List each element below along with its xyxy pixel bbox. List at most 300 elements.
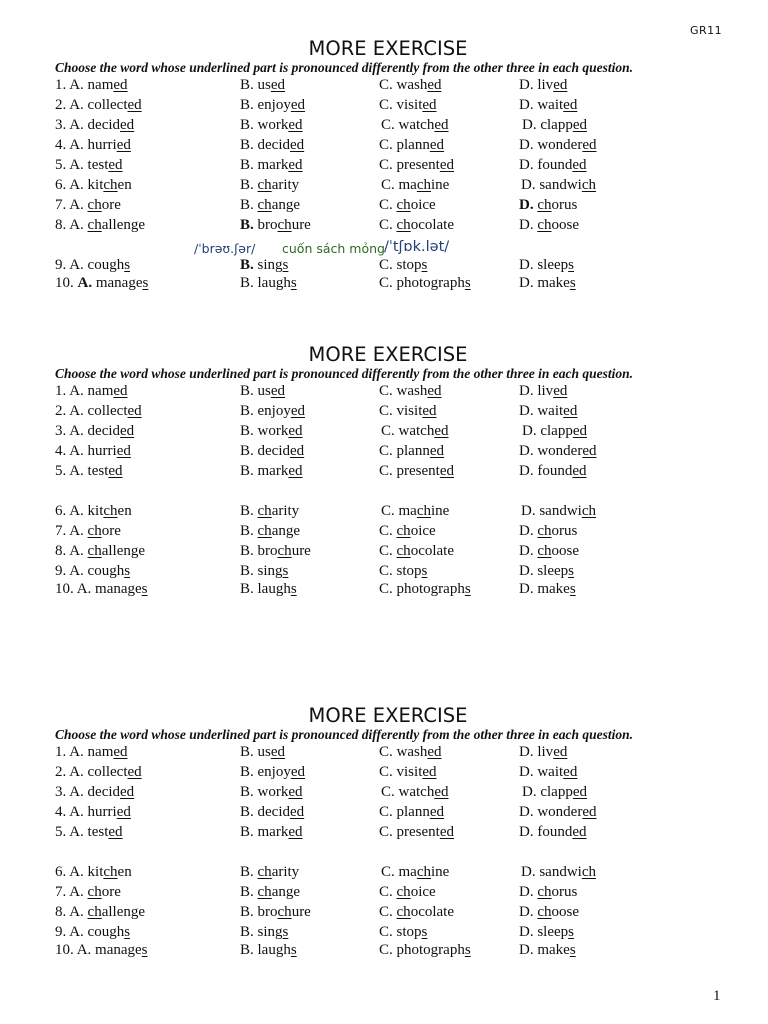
option-word bbox=[397, 581, 471, 597]
option-word bbox=[258, 824, 303, 840]
option-letter: C. bbox=[379, 804, 393, 820]
option-word bbox=[258, 744, 286, 760]
option-letter: B. bbox=[240, 423, 254, 439]
option-word bbox=[397, 403, 437, 419]
option-word bbox=[88, 77, 128, 93]
answer-option-d bbox=[519, 924, 574, 941]
underlined-part: ed bbox=[288, 463, 303, 479]
underlined-part: s bbox=[124, 924, 131, 940]
answer-option-b bbox=[240, 523, 300, 540]
underlined-part: ed bbox=[427, 744, 442, 760]
question-number: 4. bbox=[55, 137, 67, 153]
option-word bbox=[258, 904, 311, 920]
option-word bbox=[397, 804, 445, 820]
option-letter: C. bbox=[379, 884, 393, 900]
answer-option-c bbox=[379, 463, 454, 480]
underlined-part: ch bbox=[396, 904, 411, 920]
word-prefix: visit bbox=[396, 403, 423, 419]
option-word bbox=[258, 403, 306, 419]
option-letter: A. bbox=[69, 383, 84, 399]
answer-option-a bbox=[55, 97, 142, 114]
option-word bbox=[258, 924, 289, 940]
underlined-part: ed bbox=[288, 423, 303, 439]
option-word bbox=[88, 423, 135, 439]
option-letter: D. bbox=[519, 217, 534, 233]
question-number: 5. bbox=[55, 157, 67, 173]
word-suffix: ange bbox=[271, 197, 301, 213]
answer-option-a bbox=[55, 924, 130, 941]
underlined-part: ed bbox=[553, 744, 568, 760]
option-word bbox=[88, 257, 131, 273]
answer-option-c bbox=[379, 563, 427, 580]
underlined-part: ch bbox=[537, 523, 552, 539]
underlined-part: ch bbox=[416, 864, 432, 880]
word-prefix: present bbox=[396, 463, 440, 479]
word-suffix: ore bbox=[101, 197, 121, 213]
underlined-part: ed bbox=[108, 157, 123, 173]
underlined-part: ed bbox=[439, 463, 455, 479]
underlined-part: ch bbox=[257, 197, 272, 213]
underlined-part: s bbox=[282, 257, 289, 273]
answer-option-b bbox=[240, 503, 299, 520]
answer-option-a bbox=[55, 523, 121, 540]
word-suffix: oose bbox=[551, 904, 580, 920]
word-suffix: ure bbox=[291, 217, 311, 233]
underlined-part: ed bbox=[288, 784, 303, 800]
option-letter: D. bbox=[519, 744, 534, 760]
option-letter: D. bbox=[519, 137, 534, 153]
answer-option-c bbox=[379, 904, 454, 921]
option-word bbox=[258, 217, 311, 233]
word-prefix: kit bbox=[87, 864, 104, 880]
underlined-part: ed bbox=[127, 403, 142, 419]
question-number: 7. bbox=[55, 197, 67, 213]
underlined-part: s bbox=[421, 563, 428, 579]
option-word bbox=[397, 275, 471, 291]
underlined-part: ed bbox=[422, 764, 437, 780]
option-word bbox=[397, 257, 428, 273]
word-suffix: ocolate bbox=[410, 543, 454, 559]
option-word bbox=[397, 543, 454, 559]
answer-option-c bbox=[379, 137, 444, 154]
underlined-part: ed bbox=[422, 97, 437, 113]
option-letter: C. bbox=[379, 275, 393, 291]
option-letter: A. bbox=[69, 117, 84, 133]
option-word bbox=[88, 744, 128, 760]
underlined-part: ed bbox=[127, 764, 142, 780]
option-word bbox=[537, 764, 577, 780]
question-number: 3. bbox=[55, 117, 67, 133]
word-prefix: test bbox=[87, 157, 109, 173]
word-prefix: wonder bbox=[537, 137, 583, 153]
answer-option-c bbox=[379, 275, 471, 292]
word-suffix: oice bbox=[410, 884, 436, 900]
word-prefix: sleep bbox=[537, 924, 569, 940]
option-letter: A. bbox=[69, 137, 84, 153]
word-prefix: found bbox=[537, 463, 573, 479]
option-word bbox=[397, 157, 455, 173]
option-letter: B. bbox=[240, 563, 254, 579]
word-prefix: make bbox=[537, 275, 570, 291]
option-letter: D. bbox=[519, 443, 534, 459]
option-word bbox=[88, 503, 132, 519]
answer-option-b bbox=[240, 443, 304, 460]
option-letter: A. bbox=[69, 824, 84, 840]
answer-option-a bbox=[55, 275, 148, 292]
underlined-part: ch bbox=[537, 197, 552, 213]
option-word bbox=[397, 884, 436, 900]
underlined-part: ed bbox=[439, 824, 455, 840]
answer-option-c bbox=[379, 543, 454, 560]
option-word bbox=[397, 824, 455, 840]
word-prefix: manage bbox=[95, 581, 142, 597]
question-number: 3. bbox=[55, 784, 67, 800]
option-word bbox=[537, 275, 575, 291]
answer-option-b bbox=[240, 784, 303, 801]
option-letter: D. bbox=[521, 503, 536, 519]
question-row bbox=[0, 581, 768, 599]
answer-option-c bbox=[379, 924, 427, 941]
answer-option-b bbox=[240, 117, 303, 134]
answer-option-d bbox=[519, 97, 577, 114]
word-prefix: cough bbox=[87, 257, 125, 273]
option-word bbox=[537, 904, 579, 920]
option-letter: B. bbox=[240, 804, 254, 820]
answer-option-a bbox=[55, 744, 128, 761]
underlined-part: s bbox=[290, 275, 297, 291]
question-row bbox=[0, 764, 768, 782]
option-word bbox=[399, 503, 450, 519]
word-suffix: oice bbox=[410, 523, 436, 539]
question-row bbox=[0, 383, 768, 401]
option-word bbox=[540, 784, 587, 800]
option-word bbox=[399, 423, 449, 439]
answer-option-c bbox=[379, 77, 442, 94]
option-word bbox=[537, 97, 577, 113]
answer-option-c bbox=[379, 157, 454, 174]
option-letter: C. bbox=[379, 97, 393, 113]
word-prefix: wonder bbox=[537, 804, 583, 820]
answer-option-d bbox=[519, 157, 587, 174]
question-row bbox=[0, 804, 768, 822]
option-word bbox=[88, 784, 135, 800]
underlined-part: ed bbox=[113, 744, 128, 760]
option-word bbox=[88, 403, 142, 419]
answer-option-b bbox=[240, 423, 303, 440]
option-letter: C. bbox=[379, 942, 393, 958]
answer-option-d bbox=[519, 77, 567, 94]
option-word bbox=[537, 744, 567, 760]
word-prefix: manage bbox=[95, 942, 142, 958]
word-suffix: allenge bbox=[101, 904, 146, 920]
underlined-part: s bbox=[141, 942, 148, 958]
underlined-part: ed bbox=[116, 804, 131, 820]
word-prefix: watch bbox=[398, 784, 435, 800]
underlined-part: ch bbox=[396, 884, 411, 900]
underlined-part: ed bbox=[290, 403, 306, 419]
question-row bbox=[0, 503, 768, 521]
option-word bbox=[96, 275, 148, 291]
option-letter: C. bbox=[381, 784, 395, 800]
option-letter: A. bbox=[69, 884, 84, 900]
option-letter: A. bbox=[69, 423, 84, 439]
question-number: 1. bbox=[55, 383, 67, 399]
word-prefix: hurri bbox=[87, 443, 117, 459]
option-letter: D. bbox=[519, 463, 534, 479]
question-row bbox=[0, 824, 768, 842]
question-number: 10. bbox=[55, 275, 74, 291]
underlined-part: ed bbox=[553, 77, 568, 93]
answer-option-d bbox=[519, 884, 577, 901]
answer-option-c bbox=[379, 744, 442, 761]
word-prefix: bro bbox=[257, 904, 278, 920]
answer-option-c bbox=[379, 942, 471, 959]
answer-option-d bbox=[522, 117, 587, 134]
answer-option-c bbox=[379, 764, 437, 781]
word-prefix: found bbox=[537, 824, 573, 840]
ipa-annotation-brochure: /ˈbrəʊ.ʃər/ bbox=[194, 241, 256, 256]
underlined-part: ed bbox=[127, 97, 142, 113]
option-word bbox=[537, 403, 577, 419]
option-word bbox=[258, 804, 305, 820]
word-suffix: ine bbox=[431, 503, 450, 519]
answer-option-a bbox=[55, 177, 132, 194]
question-number: 5. bbox=[55, 824, 67, 840]
underlined-part: ed bbox=[270, 383, 286, 399]
option-letter: A. bbox=[69, 157, 84, 173]
underlined-part: ch bbox=[537, 884, 552, 900]
question-row bbox=[0, 543, 768, 561]
option-letter: A. bbox=[69, 403, 84, 419]
word-prefix: us bbox=[257, 744, 271, 760]
question-row bbox=[0, 884, 768, 902]
answer-option-d bbox=[519, 764, 577, 781]
translation-annotation-brochure: cuốn sách mỏng bbox=[282, 241, 385, 256]
option-letter: C. bbox=[379, 137, 393, 153]
question-row bbox=[0, 177, 768, 195]
word-prefix: wash bbox=[396, 744, 428, 760]
word-suffix: orus bbox=[551, 197, 578, 213]
answer-option-b bbox=[240, 904, 311, 921]
option-letter: B. bbox=[240, 463, 254, 479]
underlined-part: ed bbox=[288, 117, 303, 133]
underlined-part: ch bbox=[537, 217, 552, 233]
word-prefix: plann bbox=[396, 443, 430, 459]
option-word bbox=[258, 463, 303, 479]
answer-option-d bbox=[519, 403, 577, 420]
answer-option-d bbox=[519, 563, 574, 580]
word-prefix: stop bbox=[396, 257, 422, 273]
option-letter: B. bbox=[240, 177, 254, 193]
question-number: 7. bbox=[55, 884, 67, 900]
answer-option-d bbox=[519, 443, 597, 460]
underlined-part: s bbox=[141, 581, 148, 597]
option-letter: D. bbox=[519, 97, 534, 113]
answer-option-c bbox=[379, 824, 454, 841]
option-letter: C. bbox=[381, 177, 395, 193]
option-letter: C. bbox=[379, 523, 393, 539]
underlined-part: ed bbox=[116, 137, 131, 153]
underlined-part: ed bbox=[288, 157, 303, 173]
word-prefix: laugh bbox=[257, 942, 291, 958]
question-number: 6. bbox=[55, 864, 67, 880]
word-prefix: visit bbox=[396, 764, 423, 780]
option-letter: A. bbox=[69, 864, 84, 880]
word-prefix: decid bbox=[257, 804, 290, 820]
option-letter: C. bbox=[379, 77, 393, 93]
option-letter: D. bbox=[521, 864, 536, 880]
option-letter: B. bbox=[240, 383, 254, 399]
word-prefix: ma bbox=[398, 864, 417, 880]
question-row bbox=[0, 443, 768, 461]
option-letter: D. bbox=[522, 423, 537, 439]
word-prefix: test bbox=[87, 463, 109, 479]
word-suffix: oose bbox=[551, 543, 580, 559]
question-number: 9. bbox=[55, 563, 67, 579]
option-word bbox=[88, 137, 131, 153]
word-prefix: nam bbox=[87, 383, 114, 399]
underlined-part: ed bbox=[439, 157, 455, 173]
answer-option-b bbox=[240, 197, 300, 214]
word-prefix: mark bbox=[257, 157, 289, 173]
word-prefix: cough bbox=[87, 563, 125, 579]
answer-option-d bbox=[521, 864, 596, 881]
option-letter: C. bbox=[379, 463, 393, 479]
underlined-part: ch bbox=[416, 177, 432, 193]
option-letter: D. bbox=[519, 157, 534, 173]
word-prefix: decid bbox=[87, 784, 121, 800]
option-letter: C. bbox=[379, 543, 393, 559]
option-word bbox=[88, 383, 128, 399]
option-word bbox=[537, 924, 574, 940]
word-suffix: arity bbox=[271, 177, 300, 193]
answer-option-d bbox=[519, 257, 574, 274]
word-prefix: clapp bbox=[540, 423, 573, 439]
option-word bbox=[540, 423, 587, 439]
word-prefix: wonder bbox=[537, 443, 583, 459]
option-letter: B. bbox=[240, 503, 254, 519]
option-letter: C. bbox=[379, 217, 393, 233]
question-row bbox=[0, 257, 768, 275]
question-number: 8. bbox=[55, 543, 67, 559]
question-row bbox=[0, 924, 768, 942]
ipa-annotation-chocolate: /ˈtʃɒk.lət/ bbox=[384, 239, 450, 255]
word-prefix: wash bbox=[396, 77, 428, 93]
option-word bbox=[88, 824, 123, 840]
word-suffix: ure bbox=[291, 904, 311, 920]
underlined-part: ed bbox=[290, 443, 305, 459]
option-word bbox=[539, 864, 596, 880]
question-number: 9. bbox=[55, 924, 67, 940]
answer-option-a bbox=[55, 77, 128, 94]
answer-option-d bbox=[521, 503, 596, 520]
word-prefix: bro bbox=[257, 543, 278, 559]
answer-option-d bbox=[519, 523, 577, 540]
word-suffix: oice bbox=[410, 197, 436, 213]
word-prefix: plann bbox=[396, 137, 430, 153]
answer-option-b bbox=[240, 744, 285, 761]
answer-option-a bbox=[55, 157, 123, 174]
word-prefix: decid bbox=[257, 137, 290, 153]
option-letter: A. bbox=[69, 197, 84, 213]
option-word bbox=[397, 904, 454, 920]
question-number: 2. bbox=[55, 403, 67, 419]
option-word bbox=[539, 503, 596, 519]
answer-option-c bbox=[379, 581, 471, 598]
option-word bbox=[397, 463, 455, 479]
word-prefix: photograph bbox=[396, 581, 465, 597]
option-word bbox=[539, 177, 596, 193]
underlined-part: ch bbox=[87, 197, 102, 213]
option-word bbox=[258, 197, 301, 213]
answer-option-a bbox=[55, 443, 131, 460]
question-number: 4. bbox=[55, 804, 67, 820]
option-word bbox=[537, 197, 577, 213]
word-prefix: wait bbox=[537, 97, 564, 113]
option-letter: B. bbox=[240, 924, 254, 940]
answer-option-d bbox=[519, 824, 587, 841]
underlined-part: s bbox=[464, 581, 471, 597]
option-word bbox=[399, 864, 450, 880]
answer-option-b bbox=[240, 217, 311, 234]
underlined-part: ch bbox=[581, 503, 597, 519]
word-suffix: ore bbox=[101, 884, 121, 900]
option-letter: A. bbox=[69, 523, 84, 539]
question-number: 10. bbox=[55, 581, 74, 597]
underlined-part: s bbox=[421, 257, 428, 273]
word-prefix: make bbox=[537, 581, 570, 597]
underlined-part: ed bbox=[434, 784, 449, 800]
option-letter: C. bbox=[379, 383, 393, 399]
option-word bbox=[397, 197, 436, 213]
option-word bbox=[88, 97, 142, 113]
word-suffix: arity bbox=[271, 503, 300, 519]
word-prefix: us bbox=[257, 383, 271, 399]
word-prefix: ma bbox=[398, 177, 417, 193]
option-letter: B. bbox=[240, 157, 254, 173]
underlined-part: ed bbox=[113, 77, 128, 93]
word-suffix: ine bbox=[431, 864, 450, 880]
underlined-part: ed bbox=[572, 463, 587, 479]
underlined-part: ed bbox=[553, 383, 568, 399]
word-suffix: allenge bbox=[101, 543, 146, 559]
answer-option-c bbox=[381, 503, 449, 520]
answer-option-a bbox=[55, 117, 134, 134]
answer-option-c bbox=[379, 197, 436, 214]
option-word bbox=[397, 77, 442, 93]
option-word bbox=[537, 383, 567, 399]
word-prefix: laugh bbox=[257, 275, 291, 291]
underlined-part: ch bbox=[277, 217, 292, 233]
answer-option-b bbox=[240, 177, 299, 194]
answer-option-a bbox=[55, 884, 121, 901]
underlined-part: s bbox=[421, 924, 428, 940]
option-word bbox=[397, 137, 445, 153]
underlined-part: ed bbox=[108, 824, 123, 840]
answer-option-d bbox=[522, 784, 587, 801]
option-letter: C. bbox=[379, 157, 393, 173]
option-word bbox=[88, 904, 145, 920]
option-letter: A. bbox=[76, 942, 92, 958]
option-word bbox=[95, 942, 147, 958]
underlined-part: ch bbox=[257, 884, 272, 900]
answer-option-b bbox=[240, 942, 297, 959]
answer-option-d bbox=[519, 581, 576, 598]
question-number: 1. bbox=[55, 744, 67, 760]
word-prefix: decid bbox=[87, 117, 121, 133]
option-letter: D. bbox=[519, 563, 534, 579]
option-word bbox=[537, 942, 575, 958]
